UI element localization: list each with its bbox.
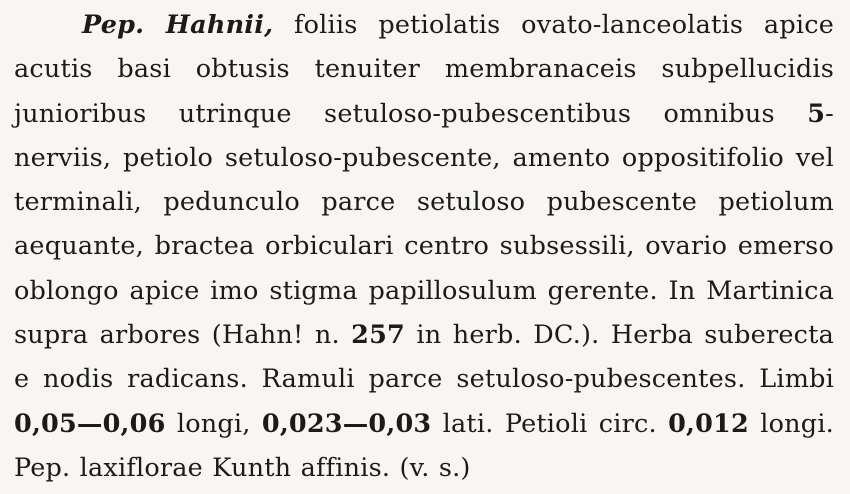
limb-width: 0,023—0,03 [261,408,432,439]
description-text: foliis petiolatis ovato-lanceolatis apice acutis basi obtusis tenuiter membranaceis subpellucidis junioribus utrinque setuloso-pubescentibus omnibus [14,10,834,129]
petiole-length: 0,012 [668,408,749,439]
limb-length: 0,05—0,06 [14,408,166,439]
specimen-number: 257 [351,320,406,351]
description-text: in herb. DC.). Herba suberecta e nodis radicans. Ramuli parce setuloso-pubescentes. Limbi [14,320,834,395]
description-text: lati. Petioli circ. [431,408,669,439]
description-text: longi, [165,408,262,439]
nerve-count: 5 [807,98,826,129]
species-description [14,3,834,490]
description-text: longi. Pep. laxiflorae Kunth affinis. (v. s.) [14,408,834,483]
species-name: Pep. Hahnii, [82,10,274,40]
description-text: -nerviis, petiolo setuloso-pubescente, amento oppositifolio vel terminali, pedunculo parce setuloso pubescente petiolum aequante, bractea orbiculari centro subsessili, ovario emerso oblongo apice imo stigma papillosulum gerente. In Martinica supra arbores (Hahn! n. [14,98,834,351]
